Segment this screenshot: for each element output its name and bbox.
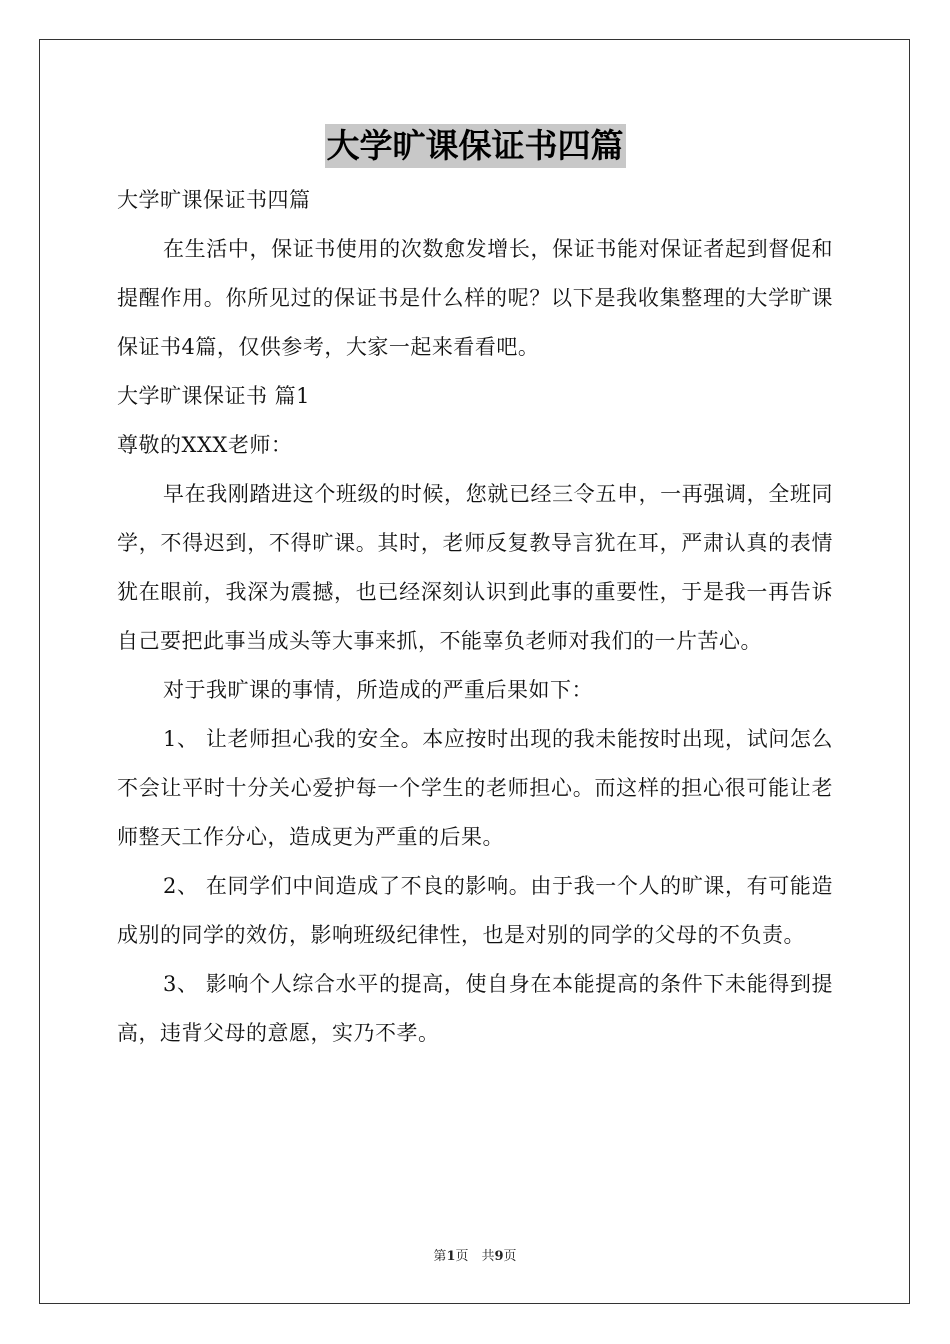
page-label-suffix: 页 (503, 1249, 517, 1264)
section-heading: 大学旷课保证书 篇1 (117, 384, 311, 408)
document-body (117, 176, 833, 1058)
title-wrap (0, 124, 950, 168)
page-label-mid: 页 共 (455, 1249, 495, 1264)
paragraph: 大学旷课保证书四篇 (117, 188, 311, 212)
total-pages-number: 9 (494, 1249, 504, 1264)
page-label-prefix: 第 (433, 1249, 447, 1264)
list-item: 3、 影响个人综合水平的提高，使自身在本能提高的条件下未能得到提高，违背父母的意愿，实乃不孝。 (117, 972, 833, 1045)
paragraph: 早在我刚踏进这个班级的时候，您就已经三令五申，一再强调，全班同学，不得迟到，不得旷课。其时，老师反复教导言犹在耳，严肃认真的表情犹在眼前，我深为震撼，也已经深刻认识到此事的重要性，于是我一再告诉自己要把此事当成头等大事来抓，不能辜负老师对我们的一片苦心。 (117, 482, 833, 653)
paragraph: 对于我旷课的事情，所造成的严重后果如下： (163, 678, 593, 702)
list-item: 2、 在同学们中间造成了不良的影响。由于我一个人的旷课，有可能造成别的同学的效仿，影响班级纪律性，也是对别的同学的父母的不负责。 (117, 874, 833, 947)
paragraph: 在生活中，保证书使用的次数愈发增长，保证书能对保证者起到督促和提醒作用。你所见过的保证书是什么样的呢？以下是我收集整理的大学旷课保证书4篇，仅供参考，大家一起来看看吧。 (117, 237, 833, 359)
page-footer (0, 1245, 950, 1264)
list-item: 1、 让老师担心我的安全。本应按时出现的我未能按时出现，试问怎么不会让平时十分关心爱护每一个学生的老师担心。而这样的担心很可能让老师整天工作分心，造成更为严重的后果。 (117, 727, 833, 849)
current-page-number: 1 (446, 1249, 456, 1264)
salutation: 尊敬的XXX老师： (117, 433, 293, 457)
document-title: 大学旷课保证书四篇 (325, 124, 626, 168)
